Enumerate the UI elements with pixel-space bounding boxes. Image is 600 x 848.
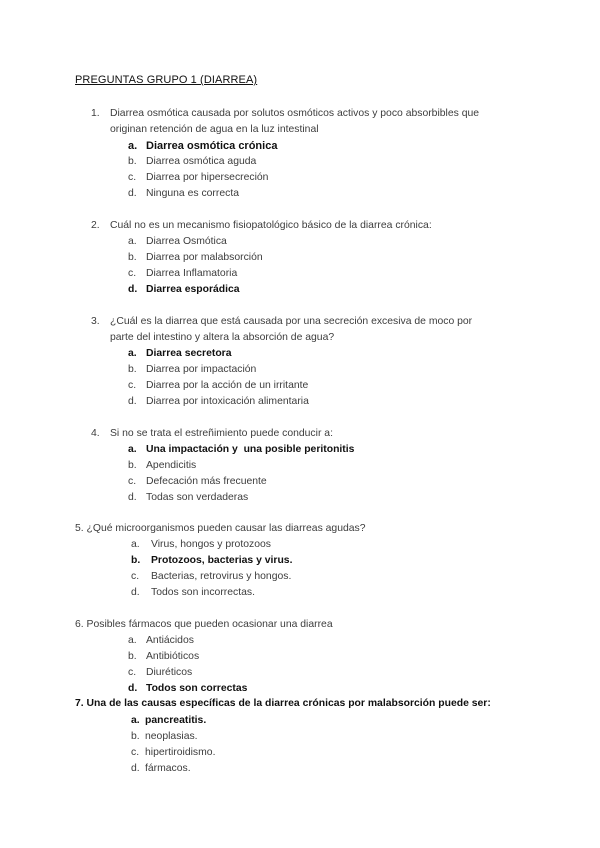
question-6: [75, 617, 333, 633]
question-5: [75, 521, 366, 537]
question-text-line-1: ¿Cuál es la diarrea que está causada por una secreción excesiva de moco por: [110, 316, 473, 327]
question-number: 1.: [91, 108, 100, 119]
question-text-line-2: parte del intestino y altera la absorción de agua?: [110, 332, 335, 343]
question-number: 2.: [91, 220, 100, 231]
question-text-line-1: Cuál no es un mecanismo fisiopatológico básico de la diarrea crónica:: [110, 220, 432, 231]
question-number: 4.: [91, 428, 100, 439]
question-text-line-1: 5. ¿Qué microorganismos pueden causar las diarreas agudas?: [75, 523, 366, 534]
question-number: 3.: [91, 316, 100, 327]
question-text-line-1: Si no se trata el estreñimiento puede conducir a:: [110, 428, 333, 439]
page-title: PREGUNTAS GRUPO 1 (DIARREA): [75, 74, 258, 86]
question-text-line-1: Diarrea osmótica causada por solutos osmóticos activos y poco absorbibles que: [110, 108, 480, 119]
document-page: PREGUNTAS GRUPO 1 (DIARREA) 1. Diarrea osmótica causada por solutos osmóticos activos y poco absorbibles que originan retención de agua en la luz intestinal a. Diarrea osmótica crónica b. Diarrea osmótica aguda c. Diarrea por hipersecreción d. Ninguna es correcta 2. Cuál no es un mecanismo fisiopatológico básico de la diarrea crónica: a. Diarrea Osmótica b. Diarrea por malabsorción c. Diarrea Inflamatoria d. Diarrea esporádica 3. ¿Cuál es la diarrea que está causada por una secreción excesiva de moco por parte del intestino y altera la absorción de agua? a. Diarrea secretora b. Diarrea por impactación c. Diarrea por la acción de un irritante d. Diarrea por intoxicación alimentaria 4. Si no se trata el estreñimiento puede conducir a: a. Una impactación y una posible peritonitis b. Apendicitis c. Defecación más frecuente d. Todas son verdaderas 5. ¿Qué microorganismos pueden causar las diarreas agudas? a. Virus, hongos y protozoos b. Protozoos, bacterias y virus. c. Bacterias, retrovirus y hongos. d. Todos son incorrectas. 6. Posibles fármacos que pueden ocasionar una diarrea a. Antiácidos b. Antibióticos c. Diuréticos d. Todos son correctas 7. Una de las causas específicas de la diarrea crónicas por malabsorción puede ser: a. pancreatitis. b. neoplasias. c. hipertiroidismo. d. fármacos.: [0, 0, 600, 848]
question-7: 7. Una de las causas específicas de la diarrea crónicas por malabsorción puede ser:: [75, 698, 491, 709]
question-text-line-1: 6. Posibles fármacos que pueden ocasionar una diarrea: [75, 619, 333, 630]
question-text-line-2: originan retención de agua en la luz intestinal: [110, 124, 319, 135]
